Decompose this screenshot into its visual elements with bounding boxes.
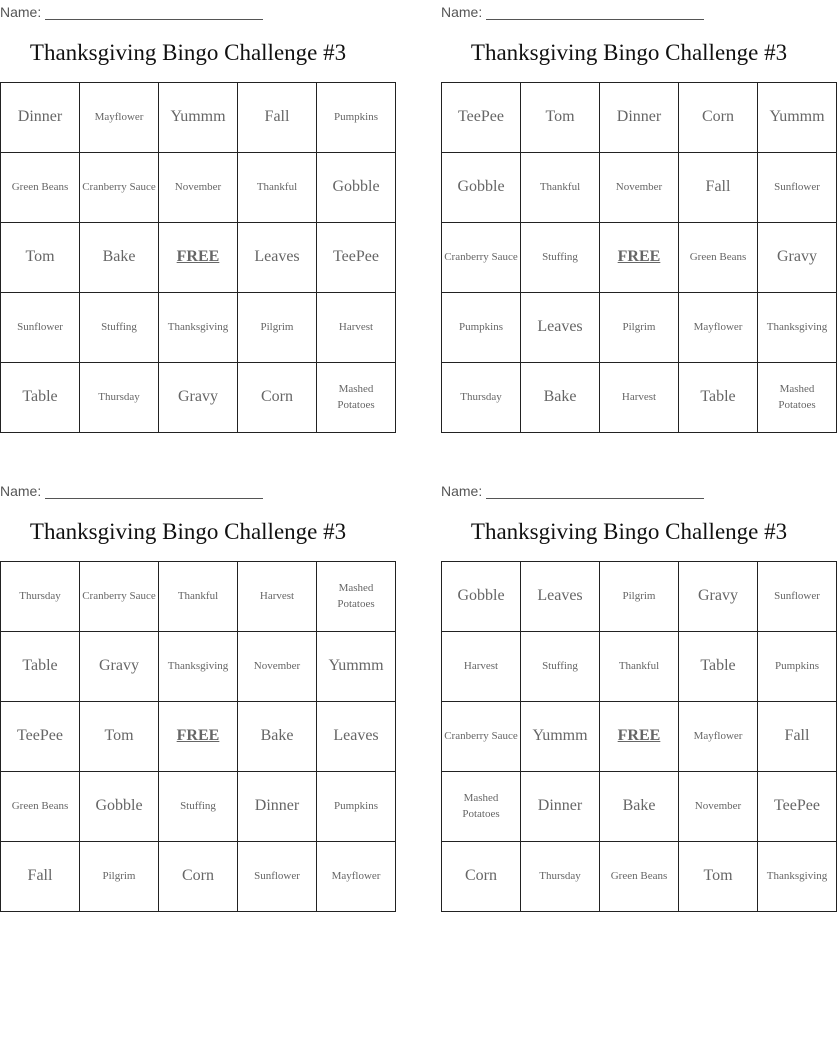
bingo-cell[interactable]: Mayflower (317, 842, 396, 912)
bingo-cell[interactable]: November (238, 632, 317, 702)
bingo-row (1, 632, 396, 702)
bingo-cell[interactable]: Yummm (159, 83, 238, 153)
bingo-cell[interactable]: Gravy (679, 562, 758, 632)
bingo-cell[interactable]: Cranberry Sauce (80, 153, 159, 223)
bingo-row (1, 223, 396, 293)
bingo-cell[interactable]: November (679, 772, 758, 842)
bingo-grid (441, 561, 837, 912)
bingo-row (1, 153, 396, 223)
bingo-cell[interactable]: Leaves (317, 702, 396, 772)
bingo-cell[interactable]: Thanksgiving (758, 293, 837, 363)
bingo-cell[interactable]: TeePee (1, 702, 80, 772)
bingo-cell[interactable]: TeePee (758, 772, 837, 842)
bingo-row (1, 702, 396, 772)
bingo-row (442, 153, 837, 223)
bingo-cell[interactable]: Corn (442, 842, 521, 912)
bingo-cell[interactable]: Sunflower (238, 842, 317, 912)
bingo-row (442, 363, 837, 433)
bingo-cell[interactable]: Thursday (521, 842, 600, 912)
bingo-cell[interactable]: Corn (238, 363, 317, 433)
bingo-cell[interactable]: Gobble (80, 772, 159, 842)
free-space-cell[interactable]: FREE (159, 223, 238, 293)
bingo-cell[interactable]: Sunflower (758, 153, 837, 223)
bingo-cell[interactable]: Fall (1, 842, 80, 912)
bingo-cell[interactable]: TeePee (317, 223, 396, 293)
bingo-cell[interactable]: Yummm (758, 83, 837, 153)
bingo-cell[interactable]: Green Beans (1, 772, 80, 842)
bingo-cell[interactable]: Leaves (238, 223, 317, 293)
name-line (0, 481, 263, 499)
bingo-cell[interactable]: Table (1, 632, 80, 702)
bingo-cell[interactable]: Dinner (521, 772, 600, 842)
bingo-cell[interactable]: Harvest (317, 293, 396, 363)
bingo-row (442, 562, 837, 632)
bingo-row (442, 293, 837, 363)
name-label: Name: (441, 4, 483, 20)
bingo-grid (0, 82, 396, 433)
bingo-row (1, 293, 396, 363)
bingo-cell[interactable]: Thankful (159, 562, 238, 632)
bingo-cell[interactable]: Bake (80, 223, 159, 293)
bingo-cell[interactable]: Table (679, 363, 758, 433)
bingo-cell[interactable]: Leaves (521, 293, 600, 363)
bingo-cell[interactable]: Thanksgiving (159, 293, 238, 363)
free-space-cell[interactable]: FREE (600, 223, 679, 293)
bingo-cell[interactable]: Tom (80, 702, 159, 772)
bingo-cell[interactable]: Pilgrim (238, 293, 317, 363)
bingo-cell[interactable]: Dinner (600, 83, 679, 153)
bingo-cell[interactable]: Thursday (1, 562, 80, 632)
bingo-cell[interactable]: Pumpkins (758, 632, 837, 702)
bingo-cell[interactable]: Sunflower (758, 562, 837, 632)
card-title: Thanksgiving Bingo Challenge #3 (29, 519, 347, 544)
bingo-cell[interactable]: Leaves (521, 562, 600, 632)
bingo-row (1, 363, 396, 433)
bingo-cell[interactable]: Mashed Potatoes (317, 363, 396, 433)
bingo-cell[interactable]: Corn (679, 83, 758, 153)
bingo-cell[interactable]: Stuffing (159, 772, 238, 842)
bingo-cell[interactable]: Thankful (521, 153, 600, 223)
bingo-cell[interactable]: Gravy (159, 363, 238, 433)
bingo-row (1, 83, 396, 153)
bingo-cell[interactable]: Green Beans (679, 223, 758, 293)
bingo-row (442, 842, 837, 912)
bingo-cell[interactable]: Pumpkins (442, 293, 521, 363)
bingo-cell[interactable]: Thankful (600, 632, 679, 702)
bingo-cell[interactable]: Mayflower (679, 702, 758, 772)
free-space-cell[interactable]: FREE (600, 702, 679, 772)
bingo-cell[interactable]: Thursday (442, 363, 521, 433)
bingo-cell[interactable]: Corn (159, 842, 238, 912)
bingo-cell[interactable]: Harvest (238, 562, 317, 632)
bingo-cell[interactable]: Mayflower (679, 293, 758, 363)
name-blank[interactable] (486, 6, 704, 20)
bingo-cell[interactable]: Thanksgiving (758, 842, 837, 912)
bingo-cell[interactable]: Mashed Potatoes (317, 562, 396, 632)
bingo-row (442, 83, 837, 153)
bingo-cell[interactable]: Green Beans (600, 842, 679, 912)
name-line (441, 2, 704, 20)
bingo-cell[interactable]: Tom (679, 842, 758, 912)
bingo-cell[interactable]: Fall (758, 702, 837, 772)
bingo-row (1, 562, 396, 632)
bingo-row (442, 702, 837, 772)
bingo-cell[interactable]: Table (679, 632, 758, 702)
free-space-cell[interactable]: FREE (159, 702, 238, 772)
name-blank[interactable] (45, 6, 263, 20)
bingo-cell[interactable]: Gravy (80, 632, 159, 702)
bingo-cell[interactable]: Harvest (442, 632, 521, 702)
bingo-cell[interactable]: Gobble (317, 153, 396, 223)
bingo-cell[interactable]: Cranberry Sauce (442, 223, 521, 293)
bingo-row (442, 223, 837, 293)
bingo-cell[interactable]: Thankful (238, 153, 317, 223)
bingo-row (1, 842, 396, 912)
bingo-cell[interactable]: Gobble (442, 153, 521, 223)
bingo-cell[interactable]: Mashed Potatoes (758, 363, 837, 433)
name-line (441, 481, 704, 499)
name-label: Name: (441, 483, 483, 499)
bingo-cell[interactable]: Fall (238, 83, 317, 153)
bingo-cell[interactable]: Tom (1, 223, 80, 293)
bingo-cell[interactable]: Stuffing (521, 632, 600, 702)
name-blank[interactable] (486, 485, 704, 499)
bingo-row (1, 772, 396, 842)
name-label: Name: (0, 483, 42, 499)
bingo-cell[interactable]: Bake (521, 363, 600, 433)
bingo-cell[interactable]: Stuffing (80, 293, 159, 363)
bingo-cell[interactable]: Dinner (1, 83, 80, 153)
bingo-cell[interactable]: Harvest (600, 363, 679, 433)
bingo-cell[interactable]: Gravy (758, 223, 837, 293)
name-label: Name: (0, 4, 42, 20)
bingo-cell[interactable]: Stuffing (521, 223, 600, 293)
bingo-cell[interactable]: Table (1, 363, 80, 433)
bingo-cell[interactable]: Bake (600, 772, 679, 842)
bingo-cell[interactable]: Pilgrim (600, 293, 679, 363)
bingo-cell[interactable]: Green Beans (1, 153, 80, 223)
bingo-cell[interactable]: Mashed Potatoes (442, 772, 521, 842)
bingo-cell[interactable]: Tom (521, 83, 600, 153)
bingo-cell[interactable]: Thanksgiving (159, 632, 238, 702)
bingo-cell[interactable]: November (159, 153, 238, 223)
bingo-cell[interactable]: Bake (238, 702, 317, 772)
card-title: Thanksgiving Bingo Challenge #3 (29, 40, 347, 65)
bingo-cell[interactable]: Gobble (442, 562, 521, 632)
name-line (0, 2, 263, 20)
bingo-grid (441, 82, 837, 433)
bingo-row (442, 772, 837, 842)
bingo-cell[interactable]: Cranberry Sauce (442, 702, 521, 772)
bingo-cell[interactable]: Cranberry Sauce (80, 562, 159, 632)
bingo-cell[interactable]: Pumpkins (317, 83, 396, 153)
bingo-cell[interactable]: TeePee (442, 83, 521, 153)
bingo-cell[interactable]: Dinner (238, 772, 317, 842)
bingo-grid (0, 561, 396, 912)
card-title: Thanksgiving Bingo Challenge #3 (470, 519, 788, 544)
bingo-row (442, 632, 837, 702)
name-blank[interactable] (45, 485, 263, 499)
bingo-cell[interactable]: Mayflower (80, 83, 159, 153)
bingo-cell[interactable]: Sunflower (1, 293, 80, 363)
bingo-cell[interactable]: Thursday (80, 363, 159, 433)
bingo-cell[interactable]: Yummm (317, 632, 396, 702)
bingo-cell[interactable]: Pilgrim (600, 562, 679, 632)
card-title: Thanksgiving Bingo Challenge #3 (470, 40, 788, 65)
bingo-cell[interactable]: Pilgrim (80, 842, 159, 912)
bingo-cell[interactable]: November (600, 153, 679, 223)
bingo-cell[interactable]: Yummm (521, 702, 600, 772)
bingo-cell[interactable]: Fall (679, 153, 758, 223)
bingo-cell[interactable]: Pumpkins (317, 772, 396, 842)
